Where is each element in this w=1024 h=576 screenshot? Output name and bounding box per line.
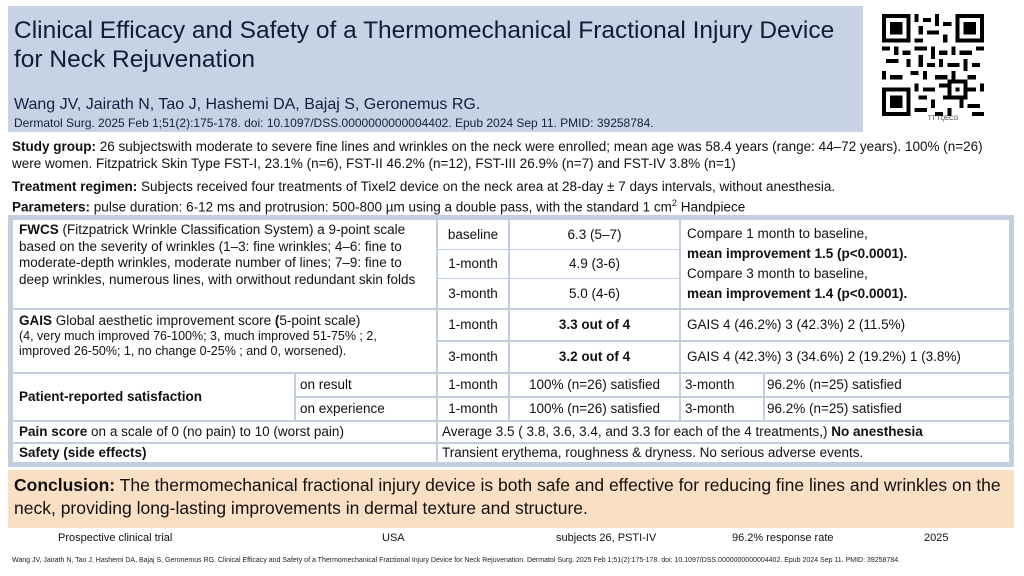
gais-paren: ( [274,313,280,328]
fwcs-comparison [681,220,1009,308]
satisfaction-aspect-result: on result [296,374,436,396]
fwcs-time-baseline: baseline [438,220,508,249]
gais-time-3month: 3-month [438,342,508,372]
gais-time-1month: 1-month [438,310,508,340]
safety-value: Transient erythema, roughness & dryness. No serious adverse events. [438,444,1009,462]
gais-desc: Global aesthetic improvement score [52,313,275,328]
satisfaction-t1-result: 1-month [438,374,508,396]
fwcs-time-3month: 3-month [438,279,508,308]
parameters-text: pulse duration: 6-12 ms and protrusion: 500-800 µm using a double pass, with the standard 1 cm [90,199,672,215]
gais-dist-1month: GAIS 4 (46.2%) 3 (42.3%) 2 (11.5%) [681,310,1009,340]
fwcs-note1-a: Compare 1 month to baseline, [687,226,868,241]
fwcs-note2-b: mean improvement 1.4 (p<0.0001). [687,286,908,301]
gais-detail: (4, very much improved 76-100%; 3, much improved 51-75% ; 2, improved 26-50%; 1, no change 0-25% ; and 0, worsened). [19,329,377,358]
header-banner [8,6,863,132]
pain-value [438,422,1009,442]
pain-value-text: Average 3.5 ( 3.8, 3.6, 3.4, and 3.3 for each of the 4 treatments,) [442,424,832,439]
fwcs-description [13,220,436,308]
conclusion-label: Conclusion: [14,475,116,495]
results-table [8,215,1014,467]
pain-description [13,422,436,442]
safety-label: Safety (side effects) [13,444,436,462]
satisfaction-t1-experience: 1-month [438,398,508,420]
satisfaction-v2-experience: 96.2% (n=25) satisfied [765,398,1009,420]
satisfaction-aspect-experience: on experience [296,398,436,420]
study-group [12,138,1012,172]
satisfaction-v1-result: 100% (n=26) satisfied [510,374,679,396]
parameters-label: Parameters: [12,199,91,215]
study-group-text: 26 subjectswith moderate to severe fine lines and wrinkles on the neck were enrolled; mean age was 58.4 years (range: 44–72 years). 100% (n=26) were women. Fitzpatrick Skin Type FST-I, 23.1% (n=6), FST-II 46.2% (n=12), FST-III 26.9% (n=7) and FST-IV 3.8% (n=1) [12,139,983,171]
pain-value-bold: No anesthesia [831,424,923,439]
gais-desc2: 5-point scale) [279,313,361,328]
conclusion-text: The thermomechanical fractional injury device is both safe and effective for reducing fine lines and wrinkles on the neck, providing long-lasting improvements in dermal texture and structure. [14,475,1001,518]
parameters [12,195,1012,216]
fwcs-value-3month: 5.0 (4-6) [510,279,679,308]
satisfaction-t2-result: 3-month [681,374,763,396]
fwcs-note2-a: Compare 3 month to baseline, [687,266,868,281]
citation: Dermatol Surg. 2025 Feb 1;51(2):175-178. doi: 10.1097/DSS.0000000000004402. Epub 2024 Sep 11. PMID: 39258784. [14,116,654,130]
treatment-regimen-label: Treatment regimen: [12,179,138,194]
qr-label: TT TQECG [928,116,959,122]
parameters-tail: Handpiece [676,199,746,215]
conclusion-box [8,470,1014,528]
pain-desc: on a scale of 0 (no pain) to 10 (worst pain) [87,424,344,439]
footer-design: Prospective clinical trial [58,532,173,544]
parameters-sup: 2 [671,198,677,208]
treatment-regimen-text: Subjects received four treatments of Tixel2 device on the neck area at 28-day ± 7 days intervals, without anesthesia. [137,179,836,194]
fwcs-value-1month: 4.9 (3-6) [510,250,679,278]
fwcs-note1-b: mean improvement 1.5 (p<0.0001). [687,246,908,261]
footer-country: USA [382,532,405,544]
gais-label: GAIS [19,313,53,328]
gais-description [13,310,436,372]
footer-year: 2025 [924,532,949,544]
authors: Wang JV, Jairath N, Tao J, Hashemi DA, Bajaj S, Geronemus RG. [14,96,481,113]
fwcs-desc: (Fitzpatrick Wrinkle Classification System) a 9-point scale based on the severity of wrinkles (1–3: fine wrinkles; 4–6: fine to moderate-depth wrinkles, moderate number of lines; 7–9: fine to deep wrinkles, numerous lines, with orwithout redundant skin folds [19,222,416,287]
gais-value-3month: 3.2 out of 4 [510,342,679,372]
qr-code-icon [882,14,984,116]
footer-response: 96.2% response rate [732,532,834,544]
footer-subjects: subjects 26, PSTI-IV [556,532,657,544]
reference-footnote: Wang JV, Jairath N, Tao J, Hashemi DA, Bajaj S, Geronemus RG. Clinical Efficacy and Safety of a Thermomechanical Fractional Injury Device for Neck Rejuvenation. Dermatol Surg. 2025 Feb 1;51(2):175-178. doi: 10.1097/DSS.0000000000004402. Epub 2024 Sep 11. PMID: 39258784. [12,557,901,564]
treatment-regimen [12,178,1012,195]
satisfaction-t2-experience: 3-month [681,398,763,420]
fwcs-value-baseline: 6.3 (5–7) [510,220,679,249]
fwcs-time-1month: 1-month [438,250,508,278]
gais-dist-3month: GAIS 4 (42.3%) 3 (34.6%) 2 (19.2%) 1 (3.8%) [681,342,1009,372]
study-group-label: Study group: [12,139,96,154]
satisfaction-v1-experience: 100% (n=26) satisfied [510,398,679,420]
gais-value-1month: 3.3 out of 4 [510,310,679,340]
fwcs-label: FWCS [19,222,59,237]
page-title: Clinical Efficacy and Safety of a Thermomechanical Fractional Injury Device for Neck Rejuvenation [14,17,835,73]
satisfaction-label: Patient-reported satisfaction [13,374,294,420]
pain-label: Pain score [19,424,88,439]
satisfaction-v2-result: 96.2% (n=25) satisfied [765,374,1009,396]
